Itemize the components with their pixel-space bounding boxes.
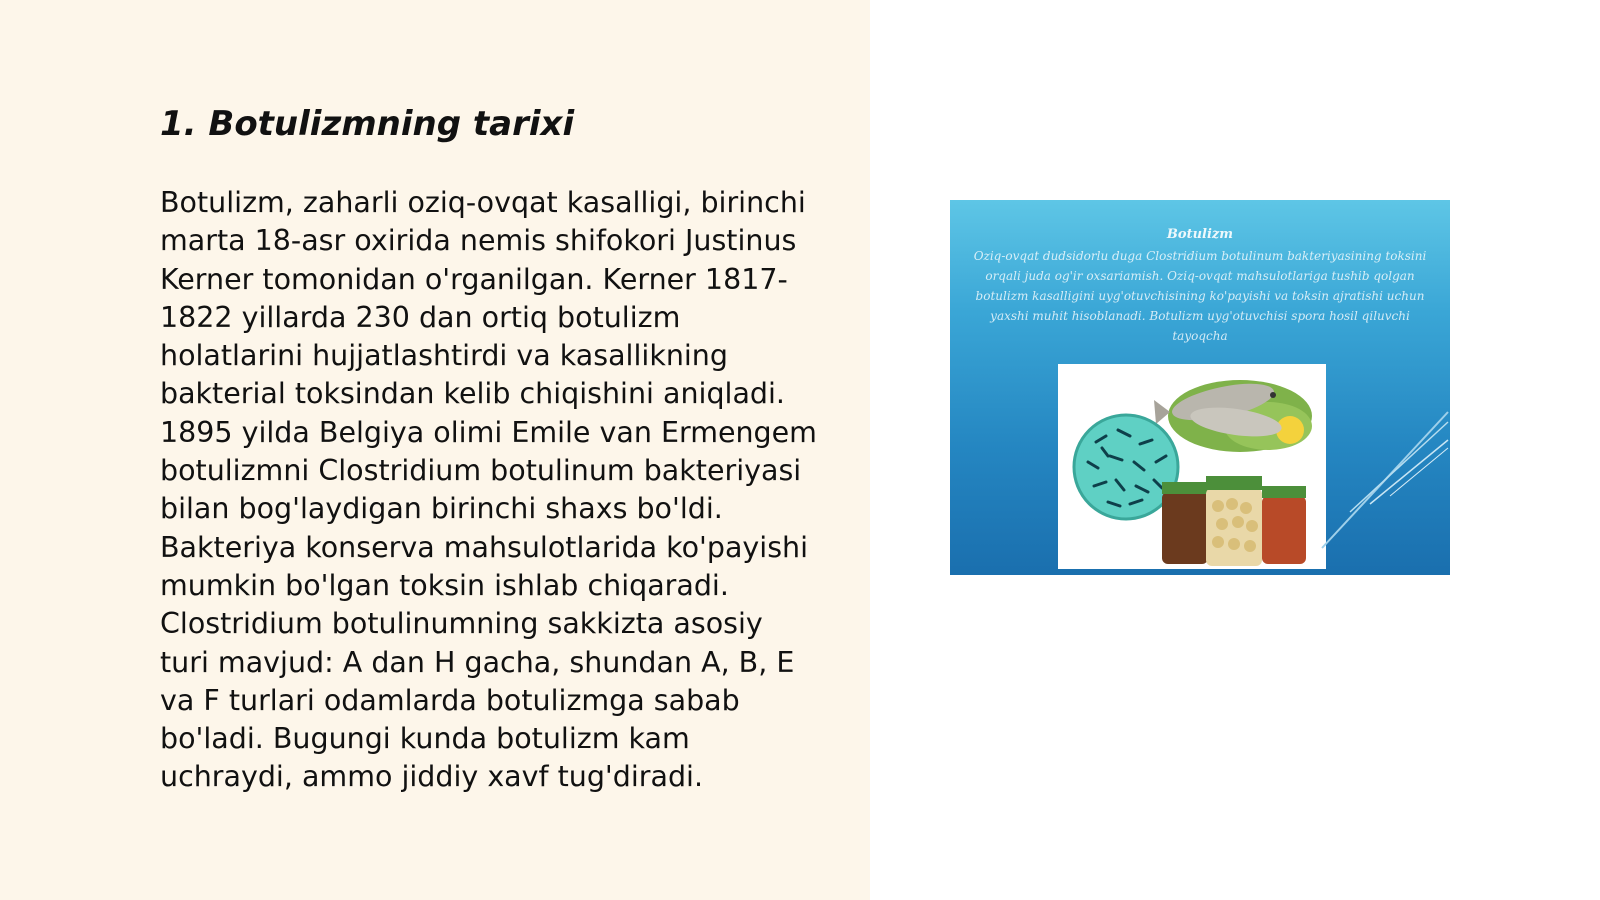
jar-1: [1162, 492, 1208, 564]
jar-1-lid: [1162, 482, 1208, 494]
fish-eye: [1270, 392, 1276, 398]
jar-2-contents: [1212, 498, 1258, 552]
jar-2-lid: [1206, 476, 1262, 490]
slide-body-text: Botulizm, zaharli oziq-ovqat kasalligi, birinchi marta 18-asr oxirida nemis shifokori Justinus Kerner tomonidan o'rganilgan. Kerner 1817- 1822 yillarda 230 dan ortiq botulizm holatlarini hujjatlashtirdi va kasallikning bakterial toksindan kelib chiqishini aniqladi. 1895 yilda Belgiya olimi Emile van Ermengem botulizmni Clostridium botulinum bakteriyasi bilan bog'laydigan birinchi shaxs bo'ldi. Bakteriya konserva mahsulotlarida ko'payishi mumkin bo'lgan toksin ishlab chiqaradi. Clostridium botulinumning sakkizta asosiy turi mavjud: A dan H gacha, shundan A, B, E va F turlari odamlarda botulizmga sabab bo'ladi. Bugungi kunda botulizm kam uchraydi, ammo jiddiy xavf tug'diradi.: [160, 186, 817, 794]
food-illustration-drawing: [1058, 364, 1326, 569]
jar-3-lid: [1262, 486, 1306, 498]
picture-caption: Oziq-ovqat dudsidorlu duga Clostridium botulinum bakteriyasining toksini orqali juda og'ir oxsariamish. Oziq-ovqat mahsulotlariga tushib qolgan botulizm kasalligini uyg'otuvchisining ko'payishi va toksin ajratishi uchun yaxshi muhit hisoblanadi. Botulizm uyg'otuvchisi spora hosil qiluvchi tayoqcha: [973, 249, 1427, 343]
picture-heading: Botulizm: [1166, 227, 1234, 242]
fish-tail: [1154, 400, 1170, 424]
jar-3: [1262, 496, 1306, 564]
food-illustration: [1058, 364, 1326, 569]
decorative-lines: [1320, 400, 1450, 550]
slide-title: 1. Botulizmning tarixi: [160, 104, 575, 144]
